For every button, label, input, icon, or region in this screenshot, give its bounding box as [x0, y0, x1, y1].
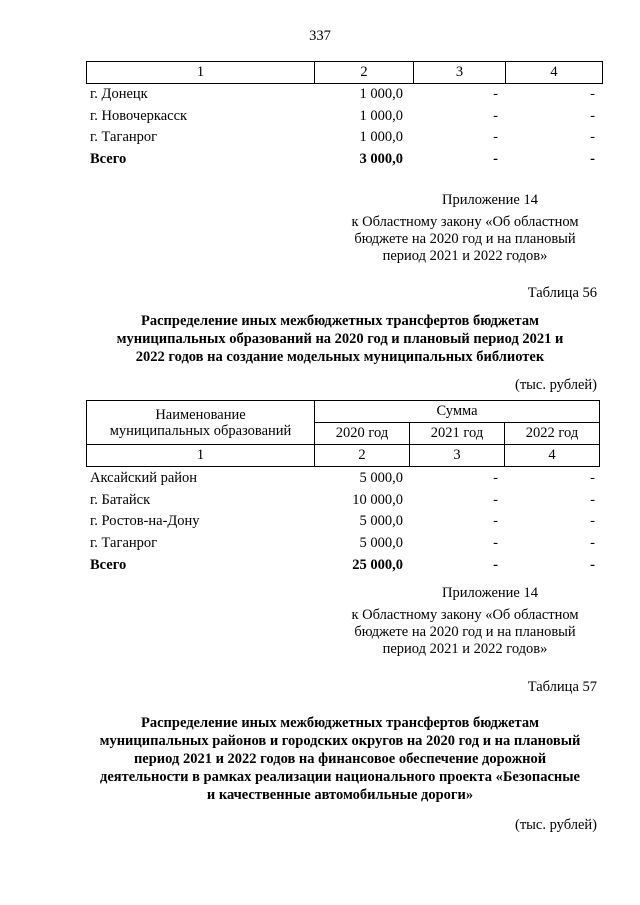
row-value-2021: - [493, 107, 498, 124]
total-value-2021: - [493, 556, 498, 573]
row-name: г. Таганрог [90, 129, 158, 146]
row-value-2022: - [590, 470, 595, 486]
col-number-4: 4 [506, 62, 603, 84]
table-total-row [86, 149, 600, 171]
row-name: г. Батайск [90, 491, 151, 508]
heading-line: Распределение иных межбюджетных трансфертов бюджетам [141, 715, 539, 731]
unit-label: (тыс. рублей) [515, 817, 597, 833]
row-value-2021: - [493, 86, 498, 102]
table-number: Таблица 57 [527, 679, 597, 695]
page-number: 337 [309, 28, 331, 44]
table56-header [86, 400, 600, 467]
row-name: Аксайский район [90, 470, 198, 486]
col-number-2: 2 [315, 445, 410, 467]
table-total-row [86, 555, 600, 577]
row-value-2022: - [590, 513, 595, 530]
appendix-line: к Областному закону «Об областном [351, 214, 579, 230]
table55-header [86, 61, 603, 84]
row-value-2020: 5 000,0 [359, 470, 403, 486]
row-value-2021: - [493, 129, 498, 146]
row-value-2020: 5 000,0 [359, 535, 403, 552]
heading-line: муниципальных образований на 2020 год и плановый период 2021 и [116, 331, 564, 347]
appendix-title: Приложение 14 [442, 192, 538, 208]
total-value-2022: - [590, 556, 595, 573]
header-year-2020: 2020 год [315, 423, 410, 445]
table-heading [80, 714, 600, 804]
appendix-line: бюджете на 2020 год и на плановый [354, 231, 576, 247]
table55-body [86, 84, 600, 171]
heading-line: деятельности в рамках реализации национального проекта «Безопасные [99, 769, 580, 785]
row-name: г. Таганрог [90, 535, 158, 552]
heading-line: и качественные автомобильные дороги» [206, 787, 474, 803]
header-name-line: Наименование [155, 406, 246, 423]
table-row [86, 127, 600, 149]
appendix-line: бюджете на 2020 год и на плановый [354, 624, 576, 640]
table-row [86, 533, 600, 555]
table-number: Таблица 56 [527, 285, 597, 301]
row-name: г. Ростов-на-Дону [90, 513, 200, 530]
header-year-2021: 2021 год [410, 423, 505, 445]
row-value-2021: - [493, 470, 498, 486]
row-value-2021: - [493, 491, 498, 508]
table-heading [80, 312, 600, 366]
total-label: Всего [90, 151, 127, 168]
row-value-2022: - [590, 129, 595, 146]
col-number-3: 3 [414, 62, 506, 84]
col-number-3: 3 [410, 445, 505, 467]
col-number-1: 1 [87, 445, 315, 467]
total-value-2020: 3 000,0 [359, 151, 403, 168]
header-name [87, 401, 315, 445]
table-row [86, 468, 600, 490]
row-value-2020: 1 000,0 [359, 129, 403, 146]
table-row [86, 490, 600, 512]
row-value-2021: - [493, 513, 498, 530]
total-value-2020: 25 000,0 [352, 556, 403, 573]
header-year-2022: 2022 год [505, 423, 600, 445]
appendix-note [330, 192, 600, 265]
row-name: г. Новочеркасск [90, 107, 188, 124]
total-value-2022: - [590, 151, 595, 168]
appendix-line: к Областному закону «Об областном [351, 607, 579, 623]
row-value-2022: - [590, 535, 595, 552]
appendix-title: Приложение 14 [442, 585, 538, 601]
table-row [86, 106, 600, 128]
row-name: г. Донецк [90, 86, 148, 102]
total-value-2021: - [493, 151, 498, 168]
heading-line: 2022 годов на создание модельных муниципальных библиотек [135, 349, 545, 365]
row-value-2021: - [493, 535, 498, 552]
appendix-line: период 2021 и 2022 годов» [382, 641, 548, 657]
table56-body [86, 468, 600, 576]
header-sum: Сумма [315, 401, 600, 423]
col-number-1: 1 [87, 62, 315, 84]
unit-label: (тыс. рублей) [515, 377, 597, 393]
row-value-2020: 1 000,0 [359, 86, 403, 102]
heading-line: Распределение иных межбюджетных трансфертов бюджетам [141, 313, 539, 329]
appendix-note [330, 585, 600, 658]
row-value-2022: - [590, 491, 595, 508]
heading-line: период 2021 и 2022 годов на финансовое обеспечение дорожной [133, 751, 547, 767]
row-value-2020: 10 000,0 [352, 491, 403, 508]
row-value-2020: 5 000,0 [359, 513, 403, 530]
appendix-line: период 2021 и 2022 годов» [382, 248, 548, 264]
col-number-4: 4 [505, 445, 600, 467]
row-value-2020: 1 000,0 [359, 107, 403, 124]
row-value-2022: - [590, 86, 595, 102]
total-label: Всего [90, 556, 127, 573]
col-number-2: 2 [315, 62, 414, 84]
table-row [86, 511, 600, 533]
header-name-line: муниципальных образований [109, 422, 292, 439]
table-row [86, 84, 600, 106]
heading-line: муниципальных районов и городских округов на 2020 год и на плановый [99, 733, 581, 749]
row-value-2022: - [590, 107, 595, 124]
